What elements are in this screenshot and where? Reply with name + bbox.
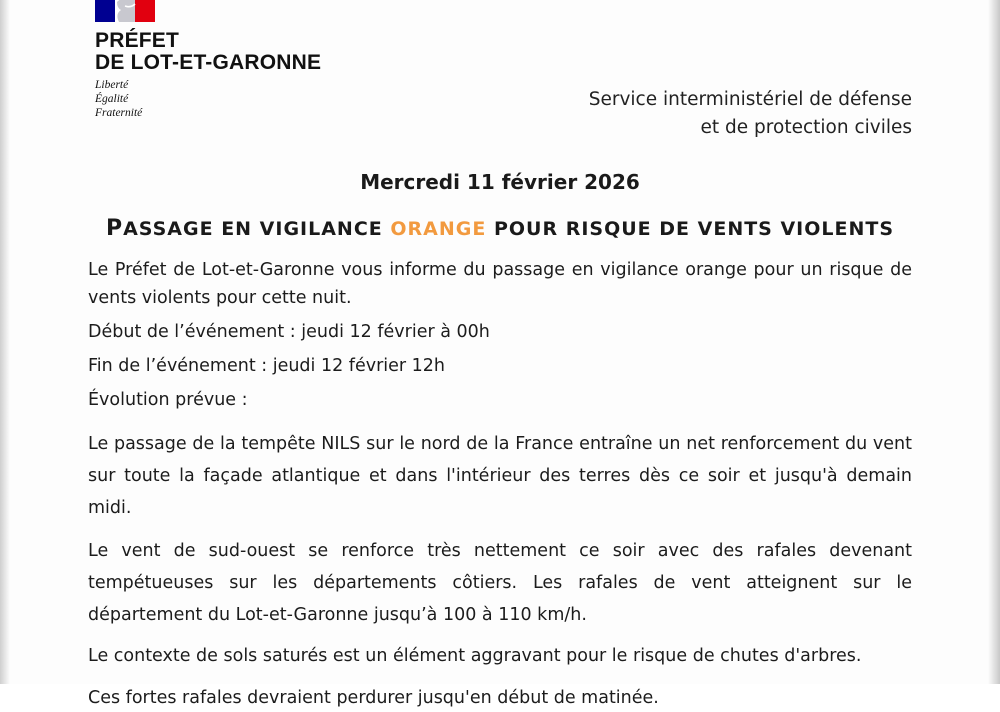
service-line1: Service interministériel de défense xyxy=(588,89,912,110)
paragraph-wind-gusts: Le vent de sud-ouest se renforce très nettement ce soir avec des rafales devenant tempétueuses sur les départements côtiers. Les rafales de vent atteignent sur le département du Lot-et-Garonne jusqu’à 100 à 110 km/h. xyxy=(88,541,912,625)
event-start: Début de l’événement : jeudi 12 février à 00h xyxy=(88,322,490,342)
title-vigilance-level: ORANGE xyxy=(390,218,487,240)
motto-egalite: Égalité xyxy=(95,93,129,105)
marianne-flag-logo-icon xyxy=(95,0,155,22)
prefecture-name-line2: DE LOT-ET-GARONNE xyxy=(95,51,322,74)
document-title xyxy=(0,216,1000,241)
motto-liberte: Liberté xyxy=(95,79,129,91)
issuing-service xyxy=(492,86,912,142)
republic-motto xyxy=(95,78,195,120)
service-line2: et de protection civiles xyxy=(700,117,912,138)
title-first-letter: P xyxy=(105,216,124,241)
motto-fraternite: Fraternité xyxy=(95,107,143,119)
paragraph-saturated-soils: Le contexte de sols saturés est un élément aggravant pour le risque de chutes d'arbres. xyxy=(88,646,862,666)
document-body xyxy=(88,256,912,712)
paragraph-storm-nils: Le passage de la tempête NILS sur le nord de la France entraîne un net renforcement du vent sur toute la façade atlantique et dans l'intérieur des terres dès ce soir et jusqu'à demain midi. xyxy=(88,434,912,518)
evolution-label: Évolution prévue : xyxy=(88,390,248,410)
prefecture-name xyxy=(95,30,355,74)
paragraph-duration: Ces fortes rafales devraient perdurer jusqu'en début de matinée. xyxy=(88,688,659,708)
document-date: Mercredi 11 février 2026 xyxy=(360,170,640,194)
document-header xyxy=(0,0,1000,160)
title-part1: ASSAGE EN VIGILANCE xyxy=(123,218,391,240)
title-part2: POUR RISQUE DE VENTS VIOLENTS xyxy=(486,218,895,240)
event-end: Fin de l’événement : jeudi 12 février 12h xyxy=(88,356,446,376)
prefecture-name-line1: PRÉFET xyxy=(95,29,180,52)
intro-paragraph: Le Préfet de Lot-et-Garonne vous informe du passage en vigilance orange pour un risque de vents violents pour cette nuit. xyxy=(88,260,912,308)
